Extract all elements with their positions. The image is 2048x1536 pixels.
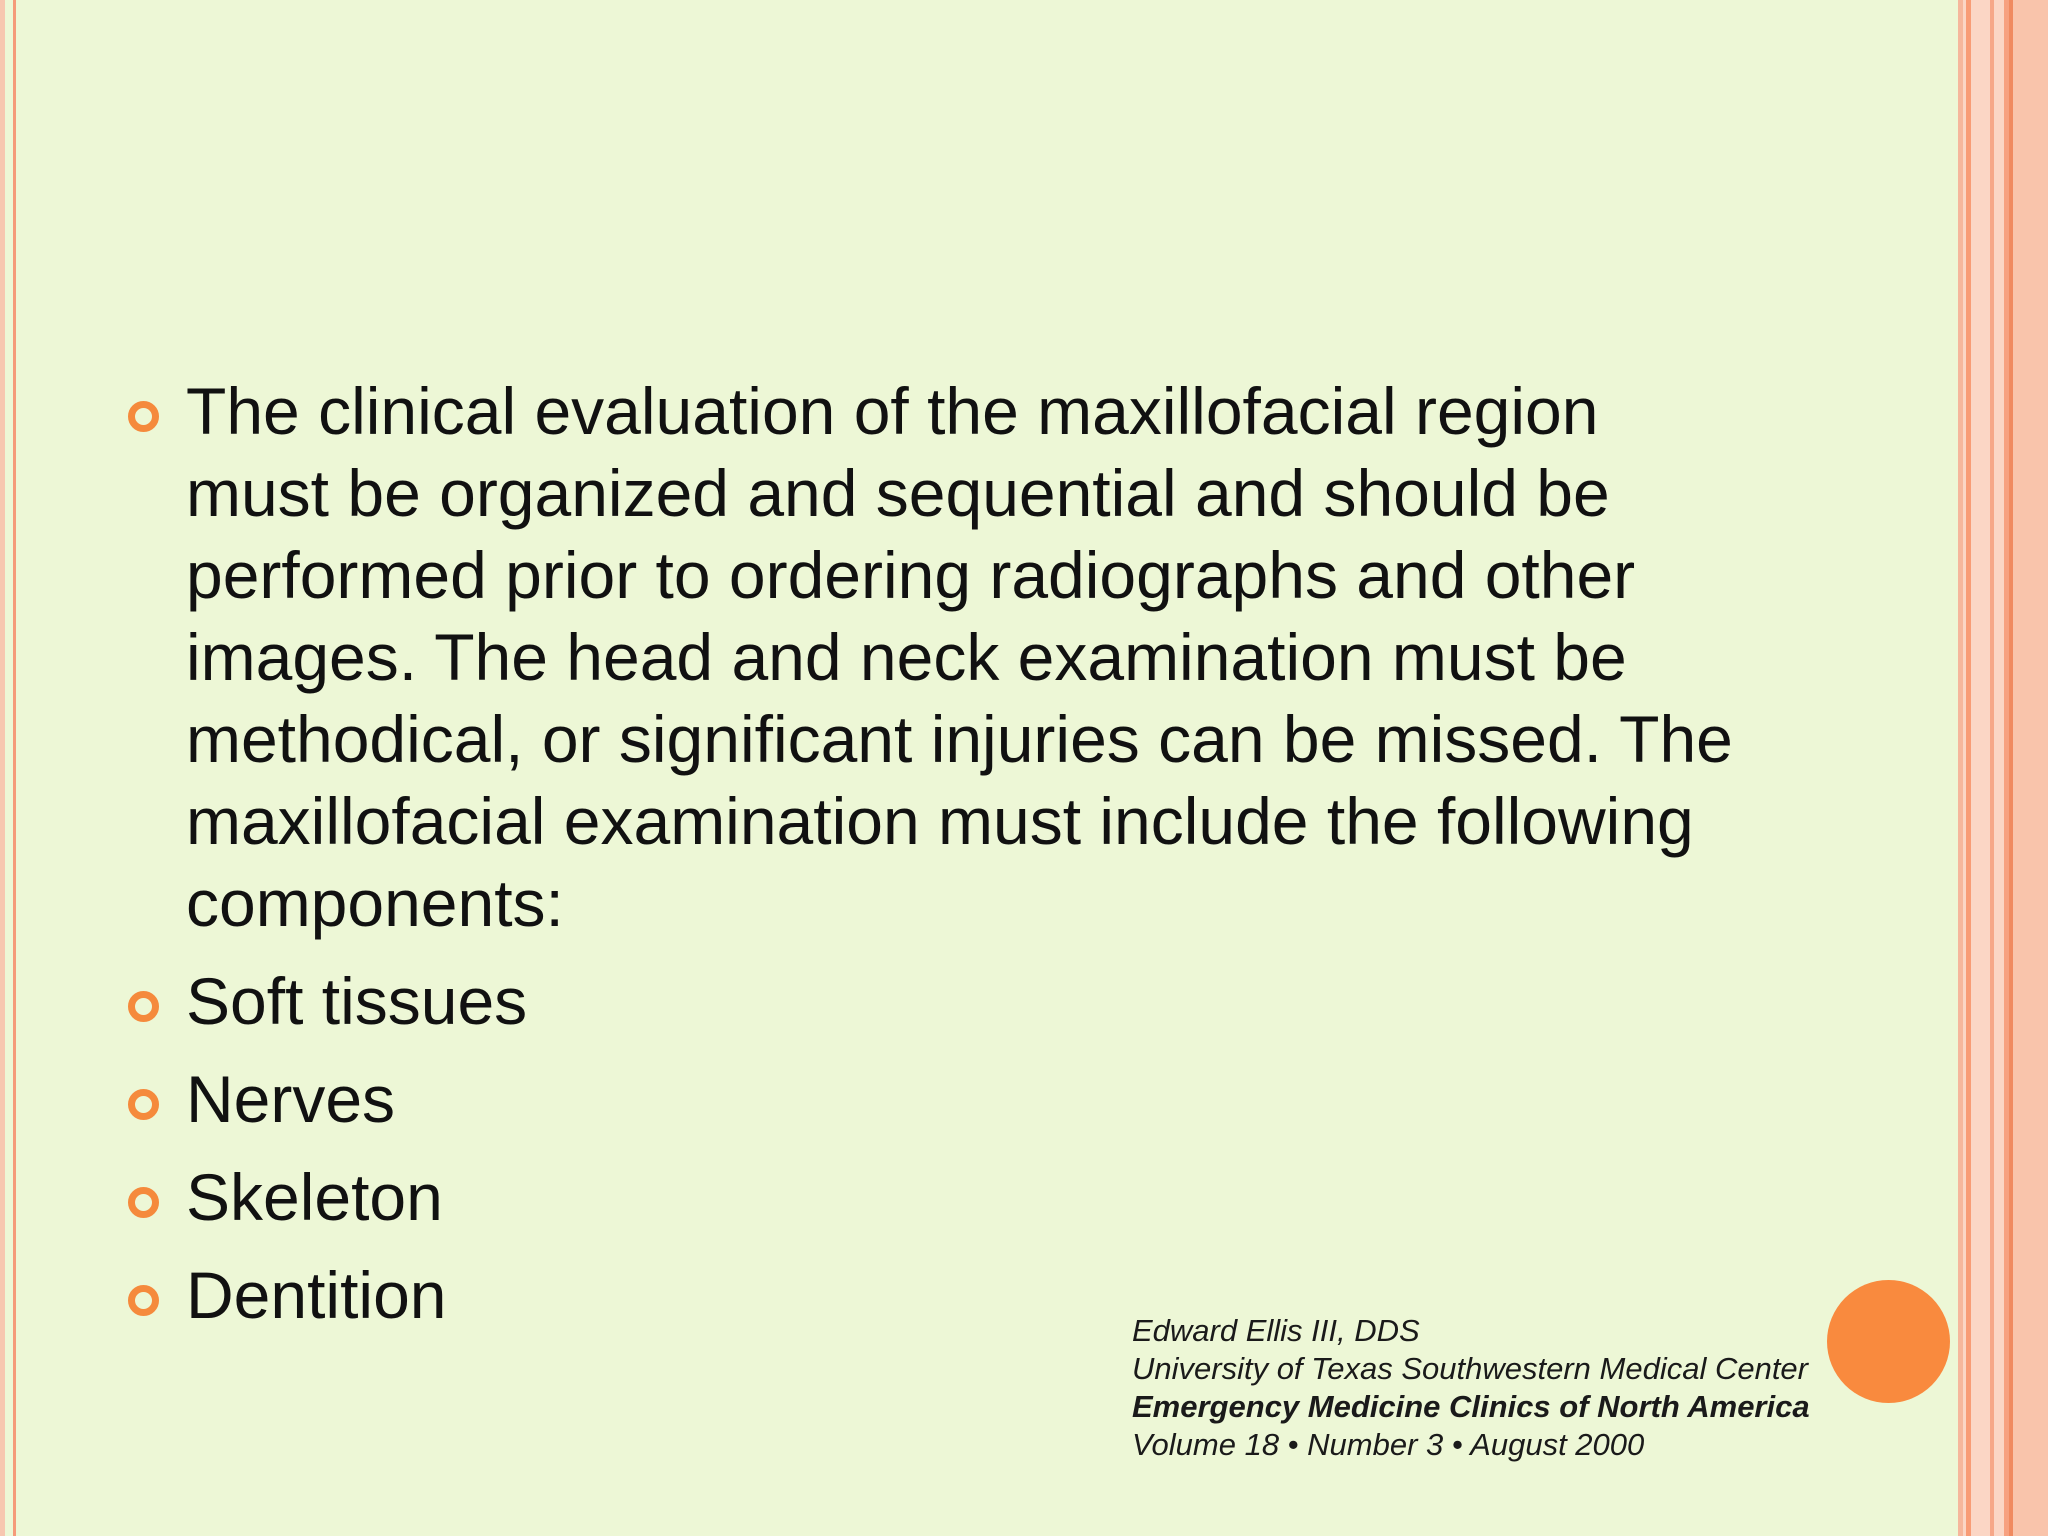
bullet-ring-icon — [128, 1285, 159, 1316]
bullet-text: Nerves — [186, 1062, 396, 1136]
left-border-line — [0, 0, 5, 1536]
right-border-stripe — [2013, 0, 2048, 1536]
bullet-text: Dentition — [186, 1258, 447, 1332]
bullet-ring-icon — [128, 1089, 159, 1120]
bullet-ring-icon — [128, 991, 159, 1022]
bullet-ring-icon — [128, 401, 159, 432]
citation-institution: University of Texas Southwestern Medical Center — [1132, 1351, 1808, 1386]
bullet-item-intro — [120, 370, 1746, 944]
bullet-text: The clinical evaluation of the maxillofacial region must be organized and sequential and should be performed prior to ordering radiographs and other images. The head and neck examination must be methodical, or significant injuries can be missed. The maxillofacial examination must include the following components: — [186, 374, 1733, 940]
bullet-text: Soft tissues — [186, 964, 528, 1038]
bullet-item-soft-tissues — [120, 960, 1700, 1042]
bullet-list — [120, 370, 1733, 1352]
citation-journal: Emergency Medicine Clinics of North America — [1132, 1389, 1810, 1424]
right-border-stripe — [1958, 0, 1963, 1536]
right-border-stripe — [1966, 0, 1971, 1536]
citation-block — [1132, 1312, 1810, 1464]
bullet-text: Skeleton — [186, 1160, 443, 1234]
left-border-line-accent — [13, 0, 16, 1536]
citation-author: Edward Ellis III, DDS — [1132, 1313, 1420, 1348]
right-border-stripe — [1990, 0, 1994, 1536]
bullet-ring-icon — [128, 1187, 159, 1218]
orange-circle-decoration — [1827, 1280, 1950, 1403]
citation-volume: Volume 18 • Number 3 • August 2000 — [1132, 1427, 1645, 1462]
bullet-item-nerves — [120, 1058, 1700, 1140]
bullet-item-skeleton — [120, 1156, 1700, 1238]
